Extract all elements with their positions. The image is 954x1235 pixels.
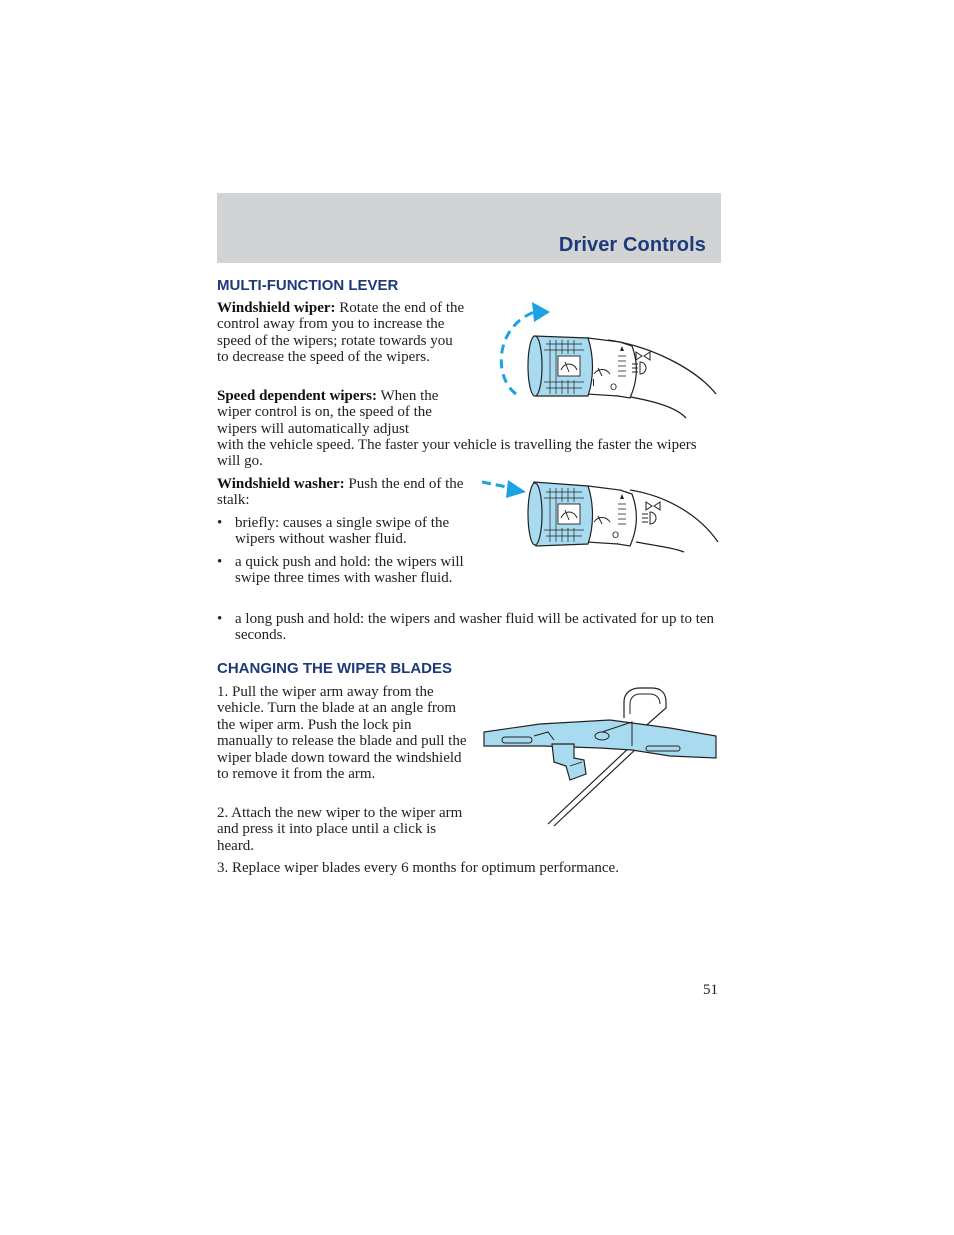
term-windshield-wiper: Windshield wiper: xyxy=(217,300,336,316)
term-windshield-washer: Windshield washer: xyxy=(217,476,345,492)
marking-off: O xyxy=(612,531,620,541)
paragraph-speed-dependent-narrow xyxy=(217,388,467,437)
paragraph-step-1: 1. Pull the wiper arm away from the vehicle. Turn the blade at an angle from the wiper arm. Push the lock pin manually to release the blade and pull the wiper blade down toward the windshield to remove it from the arm. xyxy=(217,684,467,783)
bullet-text: briefly: causes a single swipe of the wipers without washer fluid. xyxy=(235,515,450,548)
page-title: Driver Controls xyxy=(558,234,706,256)
list-item xyxy=(217,515,469,548)
text-windshield-wiper: Rotate the end of the control away from you to increase the speed of the wipers; rotate towards you to decrease the speed of the wipers. xyxy=(217,300,465,366)
paragraph-windshield-wiper xyxy=(217,300,467,366)
page-number: 51 xyxy=(703,982,718,998)
bullet-dot: • xyxy=(217,611,223,627)
wiper-blade-illustration xyxy=(482,684,718,830)
term-speed-dependent: Speed dependent wipers: xyxy=(217,388,378,404)
list-item xyxy=(217,611,721,644)
text-speed-dependent-1: When the wiper control is on, the speed of the wipers will automatically adjust xyxy=(217,388,439,437)
marking-intermittent: I xyxy=(592,378,595,389)
bullet-dot: • xyxy=(217,515,223,531)
lever-rotate-illustration xyxy=(490,298,722,422)
section-heading-multi-function: MULTI-FUNCTION LEVER xyxy=(217,277,399,294)
paragraph-windshield-washer xyxy=(217,476,467,509)
text-windshield-washer: Push the end of the stalk: xyxy=(217,476,464,509)
lever-push-illustration xyxy=(478,470,722,554)
bullet-dot: • xyxy=(217,554,223,570)
paragraph-step-2: 2. Attach the new wiper to the wiper arm and press it into place until a click is heard. xyxy=(217,805,463,854)
bullet-text: a long push and hold: the wipers and washer fluid will be activated for up to ten seconds. xyxy=(235,611,715,644)
paragraph-speed-dependent-wide xyxy=(217,437,721,470)
bullet-text: a quick push and hold: the wipers will swipe three times with washer fluid. xyxy=(235,554,464,587)
list-item xyxy=(217,554,469,587)
marking-off: O xyxy=(610,383,618,393)
paragraph-step-3: 3. Replace wiper blades every 6 months for optimum performance. xyxy=(217,860,619,876)
section-heading-changing-blades: CHANGING THE WIPER BLADES xyxy=(217,660,453,677)
text-speed-dependent-2: with the vehicle speed. The faster your vehicle is travelling the faster the wipers will go. xyxy=(217,437,697,470)
header-band xyxy=(217,193,721,263)
